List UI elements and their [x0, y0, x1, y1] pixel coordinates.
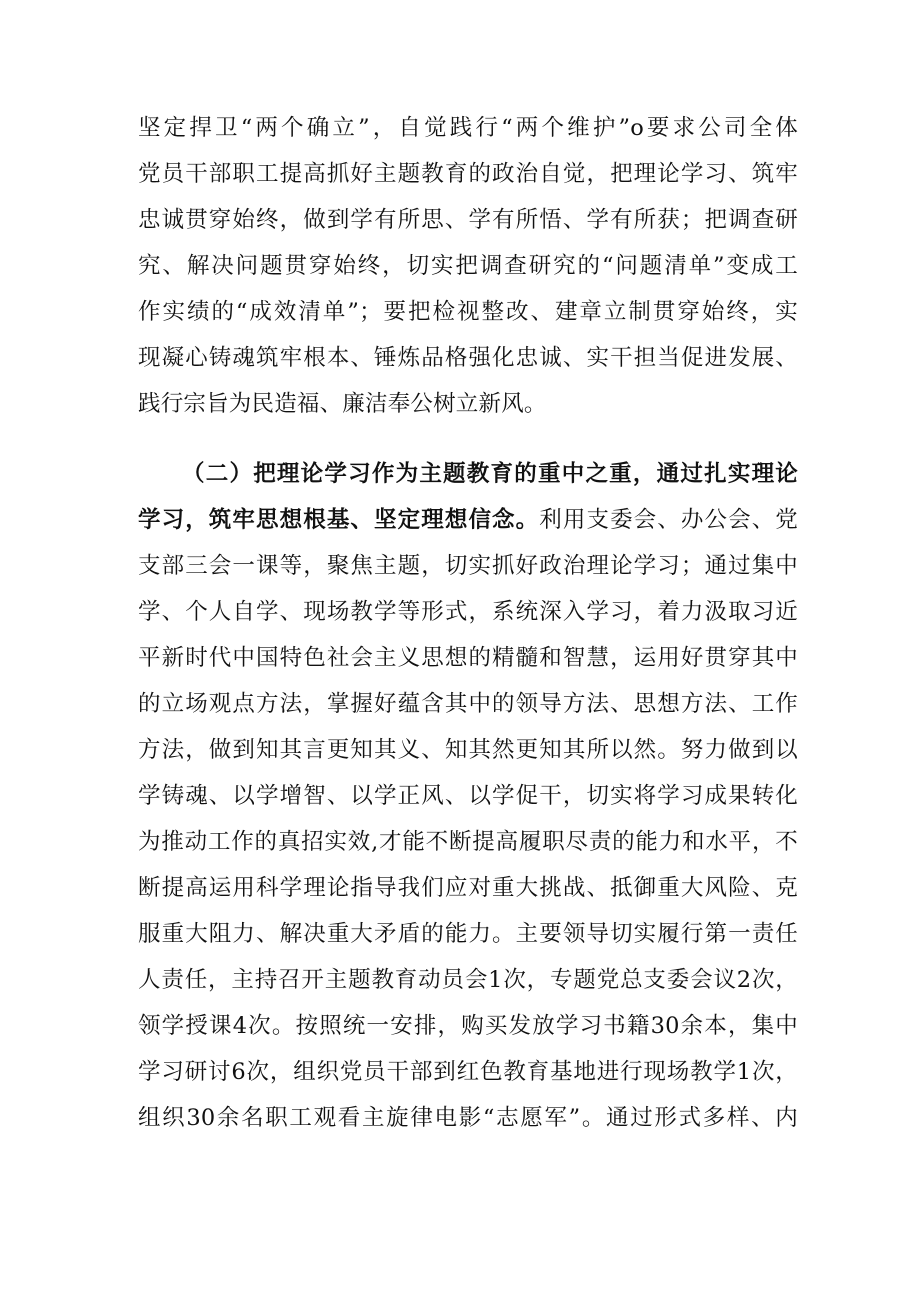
paragraph-line: 究、解决问题贯穿始终，切实把调查研究的“问题清单”变成工 — [138, 253, 798, 279]
paragraph-line: 学习研讨6次，组织党员干部到红色教育基地进行现场教学1次， — [138, 1059, 798, 1085]
paragraph-line: 忠诚贯穿始终，做到学有所思、学有所悟、学有所获；把调查研 — [138, 207, 798, 233]
section-heading-bold-tail: 学习，筑牢思想根基、坚定理想信念。 — [138, 507, 540, 533]
paragraph-line: 学铸魂、以学增智、以学正风、以学促干，切实将学习成果转化 — [138, 783, 798, 809]
paragraph-text: 利用支委会、办公会、党 — [539, 507, 798, 533]
paragraph-line: 领学授课4次。按照统一安排，购买发放学习书籍30余本，集中 — [138, 1013, 798, 1039]
paragraph-line: 组织30余名职工观看主旋律电影“志愿军”。通过形式多样、内 — [138, 1105, 798, 1131]
paragraph-line: 服重大阻力、解决重大矛盾的能力。主要领导切实履行第一责任 — [138, 921, 798, 947]
paragraph-line: 平新时代中国特色社会主义思想的精髓和智慧，运用好贯穿其中 — [138, 645, 798, 671]
paragraph-line: 作实绩的“成效清单”；要把检视整改、建章立制贯穿始终，实 — [138, 299, 798, 325]
paragraph-line: 现凝心铸魂筑牢根本、锤炼品格强化忠诚、实干担当促进发展、 — [138, 345, 798, 371]
paragraph-line: 方法，做到知其言更知其义、知其然更知其所以然。努力做到以 — [138, 737, 798, 763]
paragraph-line: 践行宗旨为民造福、廉洁奉公树立新风。 — [138, 391, 547, 417]
section-heading: （二）把理论学习作为主题教育的重中之重，通过扎实理论 — [182, 461, 798, 487]
paragraph-line: 坚定捍卫“两个确立”，自觉践行“两个维护”o要求公司全体 — [138, 115, 798, 141]
paragraph-line: 的立场观点方法，掌握好蕴含其中的领导方法、思想方法、工作 — [138, 691, 798, 717]
paragraph-line: 人责任，主持召开主题教育动员会1次，专题党总支委会议2次， — [138, 967, 798, 993]
paragraph-line: 为推动工作的真招实效,才能不断提高履职尽责的能力和水平，不 — [138, 829, 798, 855]
paragraph-line: 支部三会一课等，聚焦主题，切实抓好政治理论学习；通过集中 — [138, 553, 798, 579]
paragraph-line: 学、个人自学、现场教学等形式，系统深入学习，着力汲取习近 — [138, 599, 798, 625]
paragraph-line: 党员干部职工提高抓好主题教育的政治自觉，把理论学习、筑牢 — [138, 161, 798, 187]
section-heading-continued — [138, 500, 798, 540]
paragraph-line: 断提高运用科学理论指导我们应对重大挑战、抵御重大风险、克 — [138, 875, 798, 901]
